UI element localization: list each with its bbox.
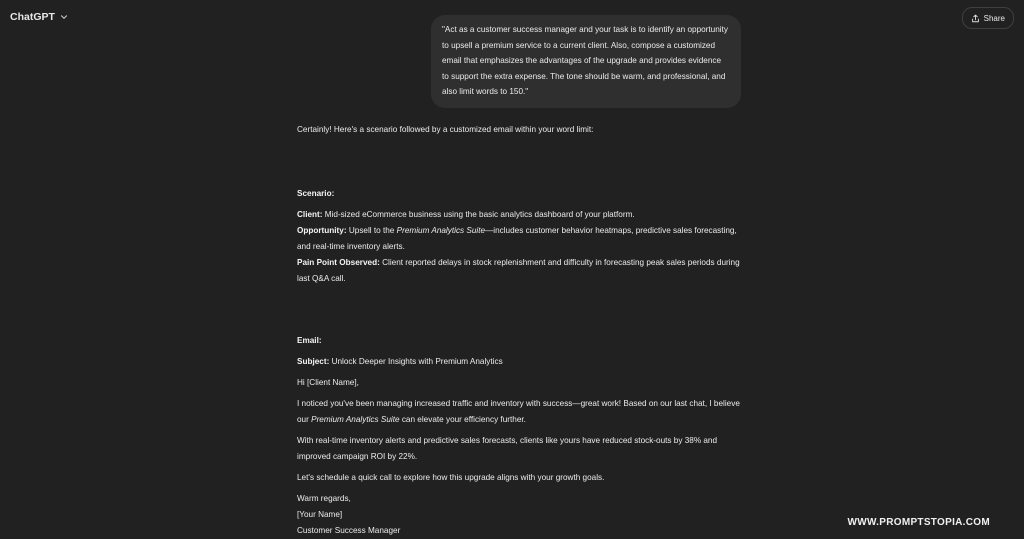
product-name: Premium Analytics Suite bbox=[396, 226, 486, 235]
pain-point-line bbox=[297, 255, 747, 287]
share-icon bbox=[971, 14, 980, 23]
client-label: Client: bbox=[297, 210, 323, 219]
email-signoff: Warm regards, bbox=[297, 494, 351, 503]
model-selector[interactable] bbox=[10, 11, 69, 23]
client-line bbox=[297, 207, 747, 223]
opportunity-line: Opportunity: Upsell to the Premium Analytics Suite—includes customer behavior heatmaps, predictive sales forecasting, and real-time inventory alerts. bbox=[297, 226, 737, 251]
share-button[interactable] bbox=[962, 7, 1014, 29]
product-name: Premium Analytics Suite bbox=[311, 415, 400, 424]
email-greeting: Hi [Client Name], bbox=[297, 378, 359, 387]
email-paragraph-2: With real-time inventory alerts and predictive sales forecasts, clients like yours have reduced stock-outs by 38% and improved campaign ROI by 22%. bbox=[297, 436, 718, 461]
pain-point-text: Client reported delays in stock replenishment and difficulty in forecasting peak sales periods during last Q&A call. bbox=[297, 258, 740, 283]
assistant-response bbox=[297, 122, 747, 539]
client-text: Mid-sized eCommerce business using the basic analytics dashboard of your platform. bbox=[322, 210, 635, 219]
email-heading: Email: bbox=[297, 336, 322, 345]
share-label: Share bbox=[983, 13, 1005, 23]
email-paragraph-3: Let's schedule a quick call to explore how this upgrade aligns with your growth goals. bbox=[297, 473, 605, 482]
subject-line bbox=[297, 354, 747, 370]
email-paragraph-1: I noticed you've been managing increased traffic and inventory with success—great work! Based on our last chat, I believe our Premium Analytics Suite can elevate your efficiency further. bbox=[297, 399, 740, 424]
subject-label: Subject: bbox=[297, 357, 330, 366]
scenario-heading: Scenario: bbox=[297, 189, 335, 198]
subject-text: Unlock Deeper Insights with Premium Analytics bbox=[329, 357, 503, 366]
user-message-bubble bbox=[431, 15, 741, 108]
email-sender-role: Customer Success Manager bbox=[297, 526, 401, 535]
response-intro: Certainly! Here's a scenario followed by a customized email within your word limit: bbox=[297, 125, 594, 134]
app-title: ChatGPT bbox=[10, 11, 55, 23]
email-sender-name: [Your Name] bbox=[297, 510, 343, 519]
pain-point-label: Pain Point Observed: bbox=[297, 258, 380, 267]
chevron-down-icon bbox=[59, 12, 69, 22]
watermark: WWW.PROMPTSTOPIA.COM bbox=[847, 517, 990, 528]
opportunity-label: Opportunity: bbox=[297, 226, 347, 235]
user-message-text: "Act as a customer success manager and your task is to identify an opportunity to upsell a premium service to a current client. Also, compose a customized email that emphasizes the advantages of the upgrade and provides evidence to support the extra expense. The tone should be warm, and professional, and also limit words to 150." bbox=[442, 25, 728, 97]
